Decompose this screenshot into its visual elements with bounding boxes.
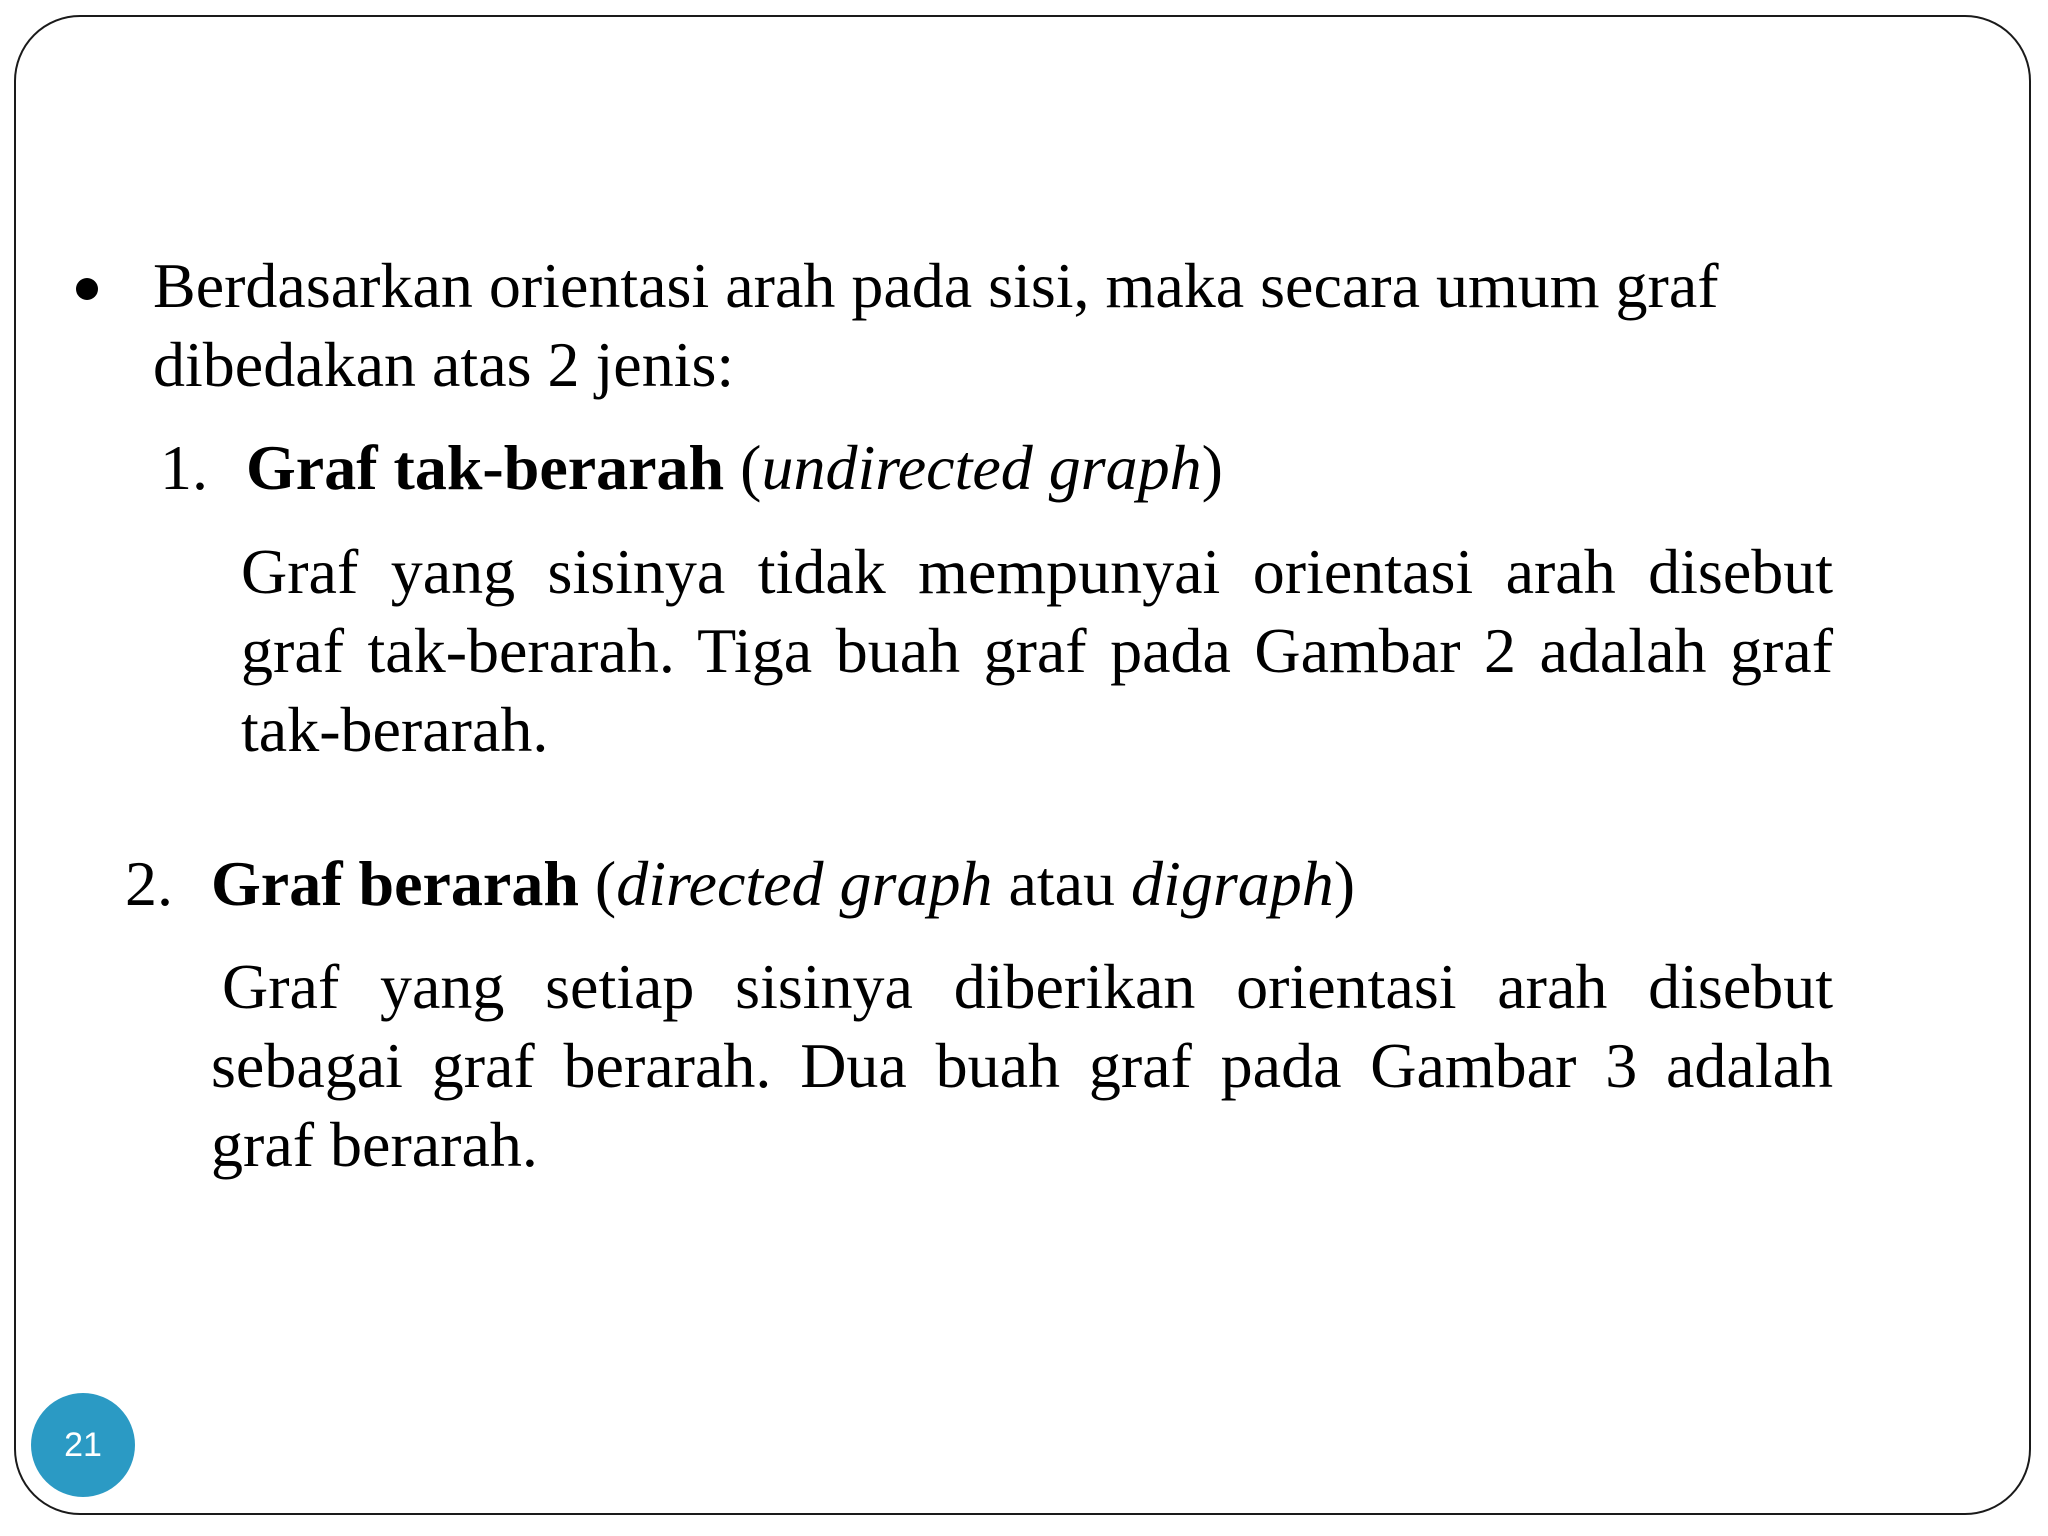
item-2-title-italic-2: digraph [1131, 848, 1334, 919]
item-2-paren-close: ) [1333, 848, 1356, 919]
bullet-text [153, 246, 1833, 404]
item-1-body: Graf yang sisinya tidak mempunyai orientasi arah disebut graf tak-berarah. Tiga buah graf pada Gambar 2 adalah graf tak-berarah. [241, 536, 1833, 765]
bullet-line-1: Berdasarkan orientasi arah pada sisi, maka secara umum graf [153, 250, 1719, 321]
item-1-paren-open: ( [724, 432, 762, 503]
item-1-number: 1. [160, 432, 208, 503]
item-2-body: Graf yang setiap sisinya diberikan orientasi arah disebut sebagai graf berarah. Dua buah graf pada Gambar 3 adalah graf berarah. [211, 951, 1833, 1180]
item-1-paren-close: ) [1201, 432, 1223, 503]
item-1-title-bold: Graf tak-berarah [246, 432, 725, 503]
bullet-icon [76, 278, 98, 300]
item-2-paren-open: ( [578, 848, 617, 919]
item-1-heading [160, 428, 1223, 507]
item-2-heading [125, 844, 1355, 923]
bullet-line-2: dibedakan atas 2 jenis: [153, 329, 735, 400]
item-2-title-bold: Graf berarah [211, 848, 579, 919]
page-number-badge: 21 [31, 1393, 135, 1497]
item-2-title-italic-1: directed graph [616, 848, 993, 919]
item-2-connector: atau [992, 848, 1132, 919]
item-2-number: 2. [125, 848, 173, 919]
item-1-title-italic: undirected graph [761, 432, 1202, 503]
